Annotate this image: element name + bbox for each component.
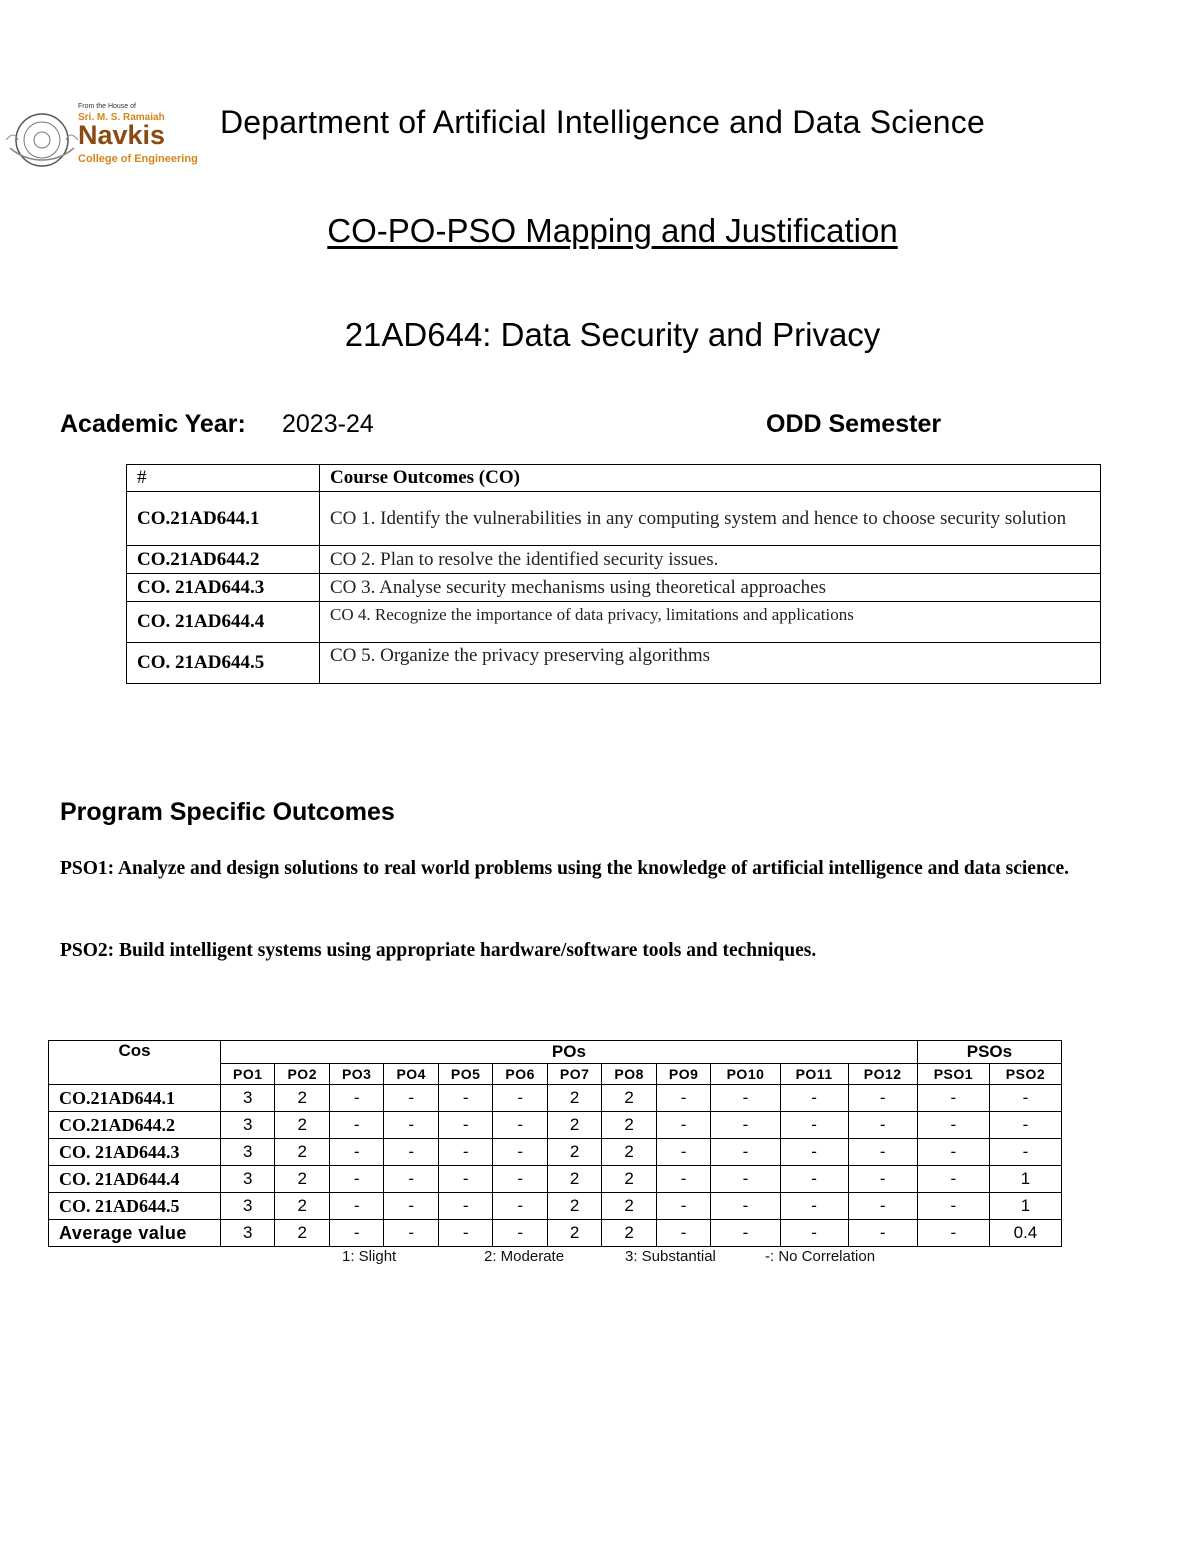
co-description: CO 1. Identify the vulnerabilities in any computing system and hence to choose security solution — [320, 492, 1101, 546]
average-row — [49, 1220, 1062, 1247]
mapping-cell: - — [656, 1112, 710, 1139]
mapping-cell: 2 — [602, 1085, 656, 1112]
mapping-cell: 1 — [989, 1166, 1061, 1193]
co-label: CO.21AD644.1 — [49, 1085, 221, 1112]
mapping-cell: - — [848, 1139, 917, 1166]
mapping-cell: - — [438, 1220, 492, 1247]
course-outcomes-table — [126, 464, 1101, 684]
college-logo — [4, 100, 209, 170]
legend-substantial: 3: Substantial — [625, 1248, 716, 1265]
mapping-cell: 2 — [275, 1166, 329, 1193]
co-table-header — [127, 465, 1101, 492]
column-header-po6: PO6 — [493, 1064, 547, 1085]
mapping-cell: - — [329, 1139, 383, 1166]
co-row — [127, 574, 1101, 602]
co-row — [127, 602, 1101, 643]
co-description: CO 3. Analyse security mechanisms using theoretical approaches — [320, 574, 1101, 602]
legend-no-correlation: -: No Correlation — [765, 1248, 876, 1265]
mapping-cell: 2 — [602, 1139, 656, 1166]
mapping-cell: - — [438, 1112, 492, 1139]
co-description: CO 2. Plan to resolve the identified security issues. — [320, 546, 1101, 574]
pso-heading: Program Specific Outcomes — [60, 798, 395, 826]
co-row — [127, 546, 1101, 574]
co-code: CO.21AD644.1 — [127, 492, 320, 546]
document-title: CO-PO-PSO Mapping and Justification — [327, 212, 898, 249]
co-header-outcomes: Course Outcomes (CO) — [320, 465, 1101, 492]
co-row — [127, 643, 1101, 684]
mapping-cell: - — [780, 1085, 848, 1112]
column-header-po10: PO10 — [711, 1064, 780, 1085]
mapping-cell: 2 — [275, 1112, 329, 1139]
co-label: CO.21AD644.2 — [49, 1112, 221, 1139]
co-label: CO. 21AD644.5 — [49, 1193, 221, 1220]
mapping-cell: - — [848, 1112, 917, 1139]
mapping-cell: - — [493, 1112, 547, 1139]
column-header-pso2: PSO2 — [989, 1064, 1061, 1085]
mapping-cell: 2 — [602, 1220, 656, 1247]
co-code: CO. 21AD644.3 — [127, 574, 320, 602]
mapping-cell: - — [656, 1220, 710, 1247]
academic-year-label: Academic Year: — [60, 410, 246, 438]
mapping-cell: 2 — [547, 1139, 601, 1166]
mapping-cell: - — [384, 1139, 438, 1166]
mapping-cell: - — [384, 1220, 438, 1247]
column-header-po1: PO1 — [221, 1064, 275, 1085]
mapping-cell: - — [989, 1085, 1061, 1112]
pso1-text: PSO1: Analyze and design solutions to real world problems using the knowledge of artificial intelligence and data science. — [60, 858, 1069, 879]
mapping-cell: 2 — [547, 1112, 601, 1139]
mapping-cell: 2 — [547, 1220, 601, 1247]
mapping-row — [49, 1193, 1062, 1220]
svg-text:College of Engineering: College of Engineering — [78, 153, 198, 165]
mapping-cell: 1 — [989, 1193, 1061, 1220]
mapping-cell: - — [329, 1166, 383, 1193]
mapping-cell: - — [917, 1193, 989, 1220]
co-label: CO. 21AD644.4 — [49, 1166, 221, 1193]
mapping-cell: 3 — [221, 1085, 275, 1112]
mapping-cell: - — [493, 1220, 547, 1247]
mapping-row — [49, 1112, 1062, 1139]
co-description: CO 4. Recognize the importance of data privacy, limitations and applications — [320, 602, 1101, 643]
mapping-cell: 2 — [602, 1193, 656, 1220]
mapping-cell: - — [493, 1166, 547, 1193]
mapping-cell: 2 — [275, 1193, 329, 1220]
mapping-cell: - — [656, 1085, 710, 1112]
mapping-cell: 2 — [275, 1139, 329, 1166]
cos-header: Cos — [49, 1041, 221, 1085]
column-header-po8: PO8 — [602, 1064, 656, 1085]
column-header-po5: PO5 — [438, 1064, 492, 1085]
mapping-cell: - — [656, 1139, 710, 1166]
semester-label: ODD Semester — [766, 410, 942, 438]
svg-text:Navkis: Navkis — [78, 120, 166, 150]
mapping-cell: - — [493, 1139, 547, 1166]
co-code: CO.21AD644.2 — [127, 546, 320, 574]
co-label: CO. 21AD644.3 — [49, 1139, 221, 1166]
mapping-cell: - — [917, 1139, 989, 1166]
mapping-cell: 2 — [547, 1193, 601, 1220]
mapping-cell: - — [493, 1085, 547, 1112]
mapping-cell: 2 — [602, 1112, 656, 1139]
co-code: CO. 21AD644.4 — [127, 602, 320, 643]
mapping-cell: - — [780, 1112, 848, 1139]
mapping-cell: - — [917, 1112, 989, 1139]
mapping-cell: - — [711, 1112, 780, 1139]
mapping-cell: 3 — [221, 1166, 275, 1193]
mapping-cell: - — [917, 1085, 989, 1112]
mapping-cell: 3 — [221, 1193, 275, 1220]
mapping-cell: - — [329, 1085, 383, 1112]
mapping-cell: - — [493, 1193, 547, 1220]
mapping-cell: 3 — [221, 1220, 275, 1247]
mapping-cell: - — [848, 1193, 917, 1220]
mapping-cell: 3 — [221, 1112, 275, 1139]
co-code: CO. 21AD644.5 — [127, 643, 320, 684]
co-header-hash: # — [127, 465, 320, 492]
co-description: CO 5. Organize the privacy preserving algorithms — [320, 643, 1101, 684]
mapping-cell: - — [711, 1193, 780, 1220]
mapping-cell: - — [989, 1112, 1061, 1139]
mapping-cell: - — [329, 1112, 383, 1139]
mapping-group-header — [49, 1041, 1062, 1064]
course-title: 21AD644: Data Security and Privacy — [344, 316, 881, 353]
mapping-cell: - — [780, 1139, 848, 1166]
column-header-po3: PO3 — [329, 1064, 383, 1085]
psos-header: PSOs — [917, 1041, 1061, 1064]
column-header-po2: PO2 — [275, 1064, 329, 1085]
mapping-cell: - — [656, 1193, 710, 1220]
mapping-cell: - — [917, 1220, 989, 1247]
mapping-cell: - — [656, 1166, 710, 1193]
average-label: Average value — [49, 1220, 221, 1247]
mapping-cell: - — [989, 1139, 1061, 1166]
mapping-row — [49, 1166, 1062, 1193]
mapping-cell: - — [780, 1193, 848, 1220]
mapping-cell: - — [711, 1166, 780, 1193]
mapping-cell: - — [780, 1220, 848, 1247]
mapping-cell: - — [438, 1193, 492, 1220]
mapping-cell: - — [848, 1166, 917, 1193]
mapping-cell: - — [780, 1166, 848, 1193]
mapping-cell: - — [329, 1220, 383, 1247]
pos-header: POs — [221, 1041, 918, 1064]
mapping-cell: - — [917, 1166, 989, 1193]
mapping-row — [49, 1085, 1062, 1112]
mapping-cell: - — [384, 1193, 438, 1220]
mapping-row — [49, 1139, 1062, 1166]
department-heading: Department of Artificial Intelligence and Data Science — [220, 104, 985, 140]
column-header-po9: PO9 — [656, 1064, 710, 1085]
mapping-cell: 2 — [547, 1085, 601, 1112]
mapping-body — [49, 1085, 1062, 1247]
mapping-cell: 0.4 — [989, 1220, 1061, 1247]
svg-text:From the House of: From the House of — [78, 103, 136, 110]
svg-text:Sri. M. S. Ramaiah: Sri. M. S. Ramaiah — [78, 112, 165, 123]
mapping-cell: 3 — [221, 1139, 275, 1166]
mapping-cell: - — [384, 1166, 438, 1193]
legend-slight: 1: Slight — [342, 1248, 397, 1265]
mapping-cell: 2 — [547, 1166, 601, 1193]
mapping-cell: 2 — [275, 1085, 329, 1112]
co-po-mapping-table — [48, 1040, 1062, 1247]
pso2-text: PSO2: Build intelligent systems using appropriate hardware/software tools and techniques. — [60, 940, 817, 961]
mapping-cell: - — [711, 1139, 780, 1166]
mapping-cell: - — [438, 1139, 492, 1166]
mapping-cell: - — [848, 1220, 917, 1247]
mapping-cell: - — [438, 1085, 492, 1112]
column-header-pso1: PSO1 — [917, 1064, 989, 1085]
mapping-cell: - — [384, 1085, 438, 1112]
academic-year-value: 2023-24 — [282, 410, 374, 438]
legend-moderate: 2: Moderate — [484, 1248, 565, 1265]
mapping-cell: - — [384, 1112, 438, 1139]
mapping-cell: - — [848, 1085, 917, 1112]
column-header-po12: PO12 — [848, 1064, 917, 1085]
mapping-cell: - — [438, 1166, 492, 1193]
mapping-cell: - — [711, 1085, 780, 1112]
column-header-po11: PO11 — [780, 1064, 848, 1085]
column-header-po4: PO4 — [384, 1064, 438, 1085]
logo-seal-icon — [6, 114, 78, 166]
column-header-po7: PO7 — [547, 1064, 601, 1085]
co-row — [127, 492, 1101, 546]
mapping-cell: 2 — [602, 1166, 656, 1193]
mapping-cell: - — [711, 1220, 780, 1247]
mapping-cell: - — [329, 1193, 383, 1220]
mapping-cell: 2 — [275, 1220, 329, 1247]
